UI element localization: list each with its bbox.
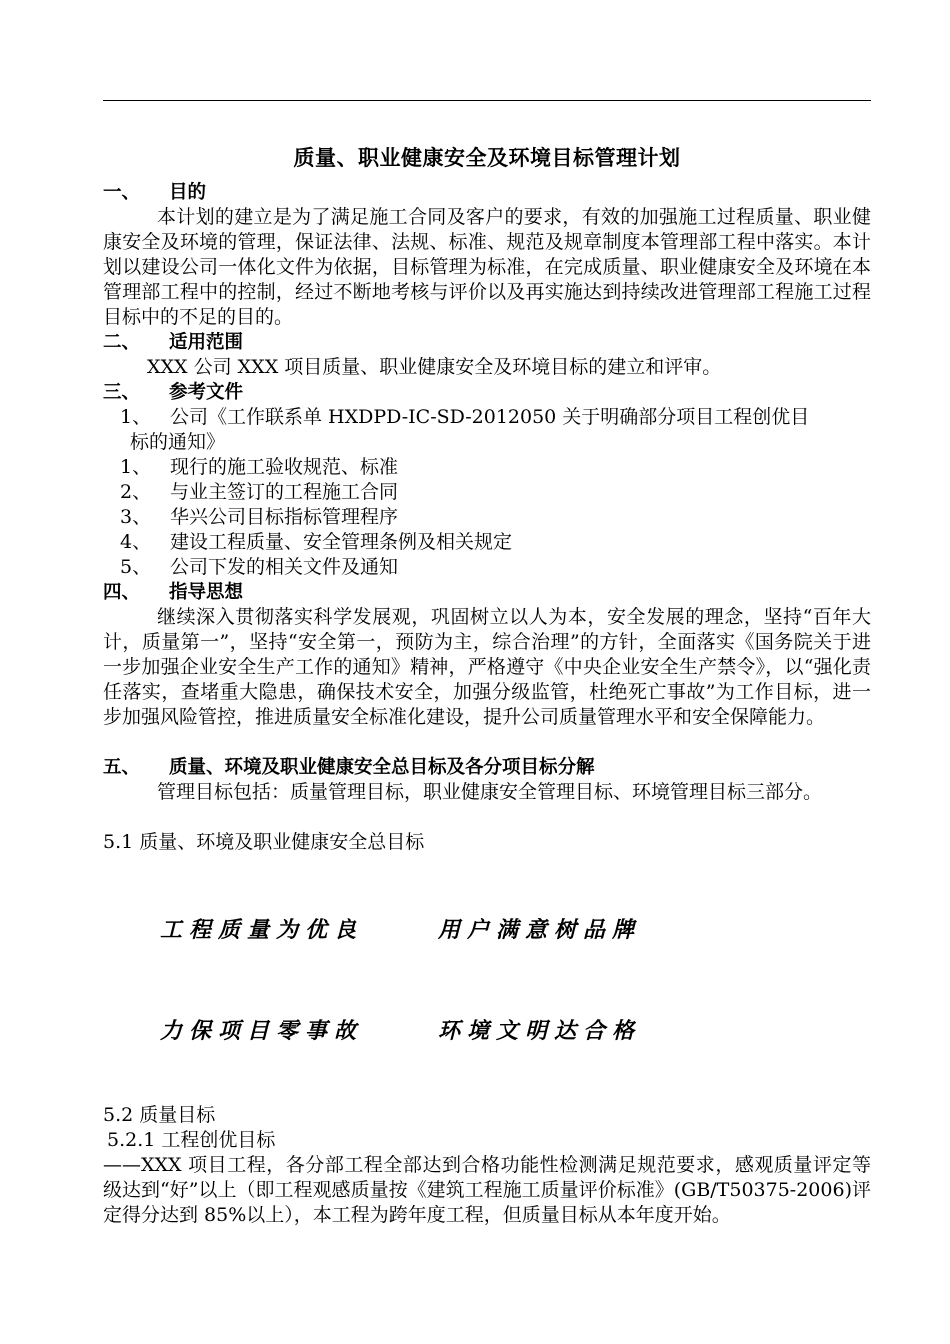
subsection-5-2-1-paragraph: ——XXX 项目工程，各分部工程全部达到合格功能性检测满足规范要求，感观质量评定等级达到“好”以上（即工程观感质量按《建筑工程施工质量评价标准》(GB/T50375-2006)评定得分达到 85%以上），本工程为跨年度工程，但质量目标从本年度开始。 (103, 1154, 871, 1226)
section-1-heading (103, 180, 871, 205)
section-2-heading (103, 330, 871, 355)
section-3-number: 三、 (103, 382, 141, 403)
document-title: 质量、职业健康安全及环境目标管理计划 (293, 146, 681, 170)
reference-item: 4、 建设工程质量、安全管理条例及相关规定 (120, 531, 513, 553)
reference-item: 1、 公司《工作联系单 HXDPD-IC-SD-2012050 关于明确部分项目工程创优目 (120, 406, 810, 428)
subsection-5-2: 5.2 质量目标 (103, 1104, 216, 1126)
section-2-paragraph: XXX 公司 XXX 项目质量、职业健康安全及环境目标的建立和评审。 (147, 356, 722, 378)
slogan-customer: 用户满意树品牌 (438, 917, 642, 943)
subsection-5-2-1: 5.2.1 工程创优目标 (107, 1129, 276, 1151)
reference-item: 1、 现行的施工验收规范、标准 (120, 456, 399, 478)
header-rule (103, 100, 871, 101)
section-1-paragraph: 本计划的建立是为了满足施工合同及客户的要求，有效的加强施工过程质量、职业健康安全及环境的管理，保证法律、法规、标准、规范及规章制度本管理部工程中落实。本计划以建设公司一体化文件为依据，目标管理为标准，在完成质量、职业健康安全及环境在本管理部工程中的控制，经过不断地考核与评价以及再实施达到持续改进管理部工程施工过程目标中的不足的目的。 (103, 206, 871, 328)
slogan-quality: 工程质量为优良 (160, 917, 364, 943)
section-5-paragraph: 管理目标包括：质量管理目标，职业健康安全管理目标、环境管理目标三部分。 (157, 781, 823, 803)
subsection-5-1: 5.1 质量、环境及职业健康安全总目标 (103, 831, 425, 853)
reference-item: 5、 公司下发的相关文件及通知 (120, 556, 399, 578)
reference-item: 2、 与业主签订的工程施工合同 (120, 481, 399, 503)
section-5-heading (103, 755, 871, 780)
reference-item: 3、 华兴公司目标指标管理程序 (120, 506, 399, 528)
section-5-number: 五、 (103, 757, 141, 778)
slogan-environment: 环境文明达合格 (438, 1018, 642, 1044)
section-4-heading (103, 580, 871, 605)
section-4-title: 指导思想 (169, 582, 244, 603)
slogan-safety: 力保项目零事故 (160, 1018, 364, 1044)
section-1-number: 一、 (103, 182, 141, 203)
section-3-heading (103, 380, 871, 405)
section-1-title: 目的 (169, 182, 207, 203)
reference-item: 标的通知》 (130, 431, 226, 453)
section-4-paragraph: 继续深入贯彻落实科学发展观，巩固树立以人为本，安全发展的理念，坚持“百年大计，质量第一”，坚持“安全第一，预防为主，综合治理”的方针，全面落实《国务院关于进一步加强企业安全生产工作的通知》精神，严格遵守《中央企业安全生产禁令》，以“强化责任落实，查堵重大隐患，确保技术安全，加强分级监管，杜绝死亡事故”为工作目标，进一步加强风险管控，推进质量安全标准化建设，提升公司质量管理水平和安全保障能力。 (103, 606, 871, 728)
section-5-title: 质量、环境及职业健康安全总目标及各分项目标分解 (169, 757, 595, 778)
section-2-number: 二、 (103, 332, 141, 353)
section-2-title: 适用范围 (169, 332, 244, 353)
section-3-title: 参考文件 (169, 382, 244, 403)
section-4-number: 四、 (103, 582, 141, 603)
